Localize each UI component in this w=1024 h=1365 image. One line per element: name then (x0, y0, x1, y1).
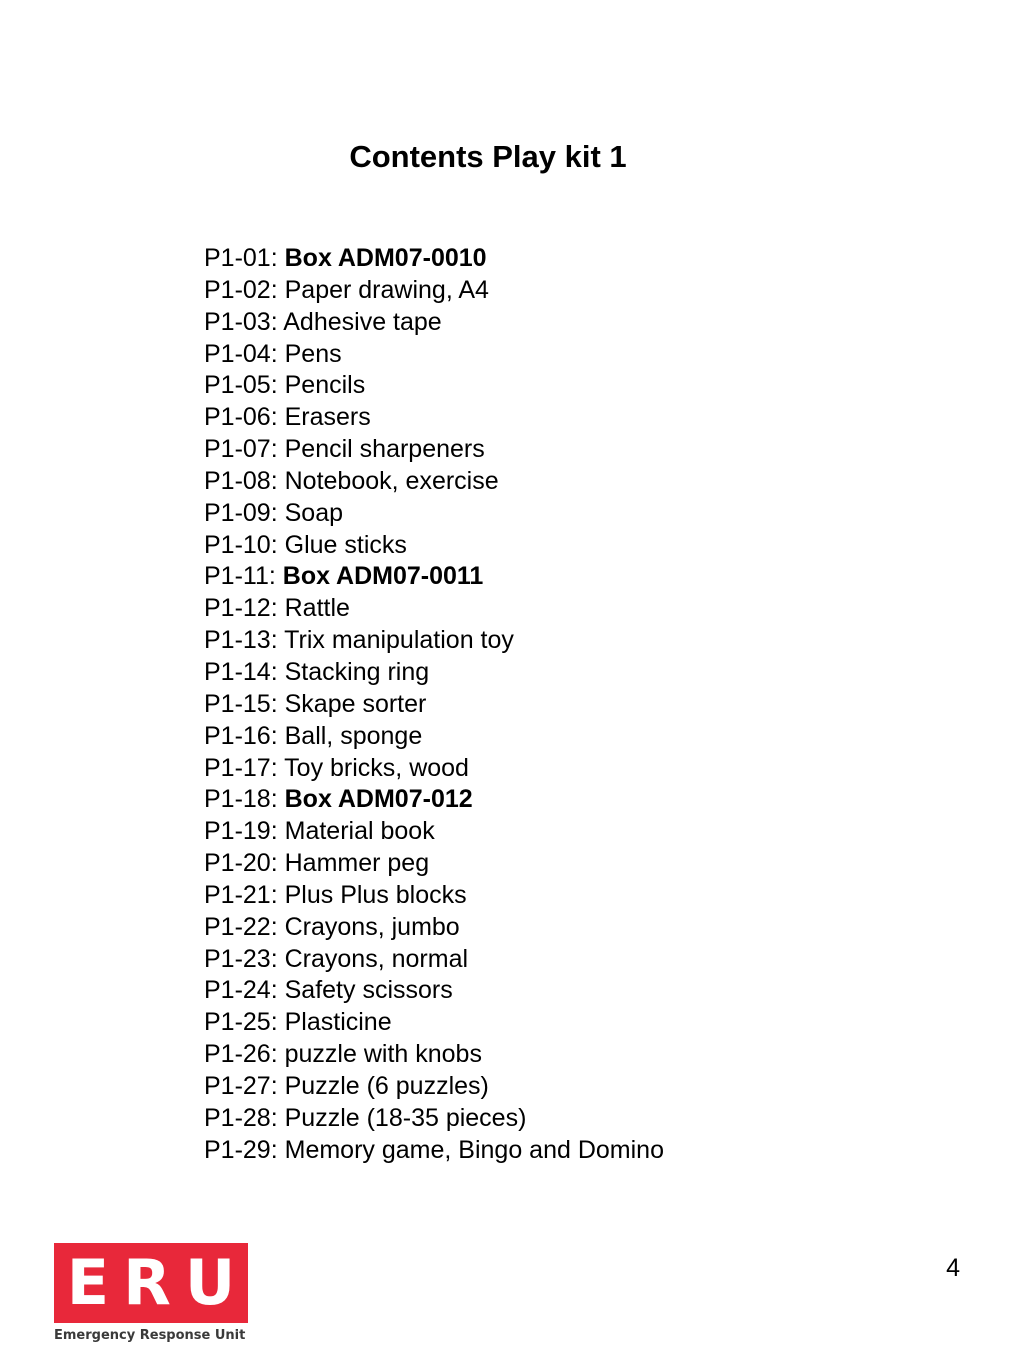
list-item (204, 370, 664, 402)
item-code: P1-19: (204, 817, 278, 846)
list-item (204, 721, 664, 753)
item-name: Box ADM07-0011 (282, 562, 484, 591)
item-code: P1-02: (204, 275, 278, 304)
item-code: P1-07: (204, 435, 278, 464)
list-item (204, 307, 664, 339)
list-item (204, 1071, 664, 1103)
item-name: Trix manipulation toy (284, 626, 514, 655)
item-name: Erasers (284, 403, 371, 432)
list-item (204, 275, 664, 307)
item-name: Ball, sponge (284, 721, 423, 750)
item-name: Box ADM07-0010 (284, 244, 487, 272)
page-number: 4 (946, 1254, 960, 1282)
item-code: P1-11: (204, 562, 276, 591)
item-name: Notebook, exercise (284, 466, 499, 495)
item-code: P1-28: (204, 1103, 278, 1132)
item-name: Pencil sharpeners (284, 435, 485, 464)
item-code: P1-29: (204, 1135, 278, 1164)
contents-list (204, 243, 664, 1166)
page-title: Contents Play kit 1 (349, 139, 627, 174)
list-item (204, 944, 664, 976)
item-code: P1-24: (204, 976, 278, 1005)
list-item (204, 339, 664, 371)
item-code: P1-10: (204, 530, 278, 559)
list-item (204, 1135, 664, 1167)
item-name: Puzzle (6 puzzles) (284, 1071, 489, 1100)
item-code: P1-17: (204, 753, 278, 782)
list-item (204, 1007, 664, 1039)
item-name: Hammer peg (284, 849, 430, 878)
list-item (204, 593, 664, 625)
item-code: P1-14: (204, 657, 278, 686)
item-name: Stacking ring (284, 657, 430, 686)
list-item (204, 402, 664, 434)
list-item (204, 880, 664, 912)
item-code: P1-05: (204, 371, 278, 400)
item-code: P1-16: (204, 721, 278, 750)
item-name: Soap (284, 498, 344, 527)
list-item (204, 689, 664, 721)
item-name: Safety scissors (284, 976, 453, 1005)
item-code: P1-04: (204, 339, 278, 368)
item-name: Box ADM07-012 (284, 785, 473, 814)
item-name: puzzle with knobs (284, 1040, 482, 1069)
item-code: P1-20: (204, 849, 278, 878)
list-item (204, 434, 664, 466)
list-item (204, 912, 664, 944)
item-code: P1-23: (204, 944, 278, 973)
item-code: P1-22: (204, 912, 278, 941)
item-code: P1-08: (204, 466, 278, 495)
list-item (204, 848, 664, 880)
logo-caption: Emergency Response Unit (54, 1328, 246, 1343)
list-item (204, 625, 664, 657)
list-item (204, 975, 664, 1007)
item-code: P1-06: (204, 403, 278, 432)
item-name: Crayons, normal (284, 944, 469, 973)
item-code: P1-21: (204, 880, 278, 909)
eru-logo (54, 1243, 250, 1344)
list-item (204, 784, 664, 816)
item-name: Paper drawing, A4 (284, 275, 489, 304)
list-item (204, 1039, 664, 1071)
list-item (204, 466, 664, 498)
list-item (204, 753, 664, 785)
item-code: P1-01: (204, 244, 278, 272)
list-item (204, 657, 664, 689)
list-item (204, 561, 664, 593)
item-code: P1-12: (204, 594, 278, 623)
item-name: Adhesive tape (283, 307, 442, 336)
item-name: Pencils (284, 371, 366, 400)
item-code: P1-09: (204, 498, 278, 527)
item-code: P1-25: (204, 1008, 278, 1037)
list-item (204, 530, 664, 562)
item-name: Glue sticks (284, 530, 407, 559)
item-name: Crayons, jumbo (284, 912, 460, 941)
list-item (204, 1103, 664, 1135)
item-name: Plasticine (284, 1008, 392, 1037)
item-code: P1-03: (204, 307, 278, 336)
list-item (204, 816, 664, 848)
item-name: Pens (284, 339, 342, 368)
item-code: P1-15: (204, 689, 278, 718)
item-name: Toy bricks, wood (284, 753, 469, 782)
list-item (204, 498, 664, 530)
item-code: P1-26: (204, 1040, 278, 1069)
item-code: P1-18: (204, 785, 278, 814)
item-code: P1-13: (204, 626, 278, 655)
item-name: Material book (284, 817, 435, 846)
item-name: Rattle (284, 594, 350, 623)
logo-box (54, 1243, 248, 1323)
item-name: Memory game, Bingo and Domino (284, 1135, 664, 1164)
list-item (204, 243, 664, 275)
logo-letters: ERU (66, 1246, 250, 1319)
item-name: Plus Plus blocks (284, 880, 467, 909)
item-name: Skape sorter (284, 689, 427, 718)
item-name: Puzzle (18-35 pieces) (284, 1103, 527, 1132)
item-code: P1-27: (204, 1071, 278, 1100)
